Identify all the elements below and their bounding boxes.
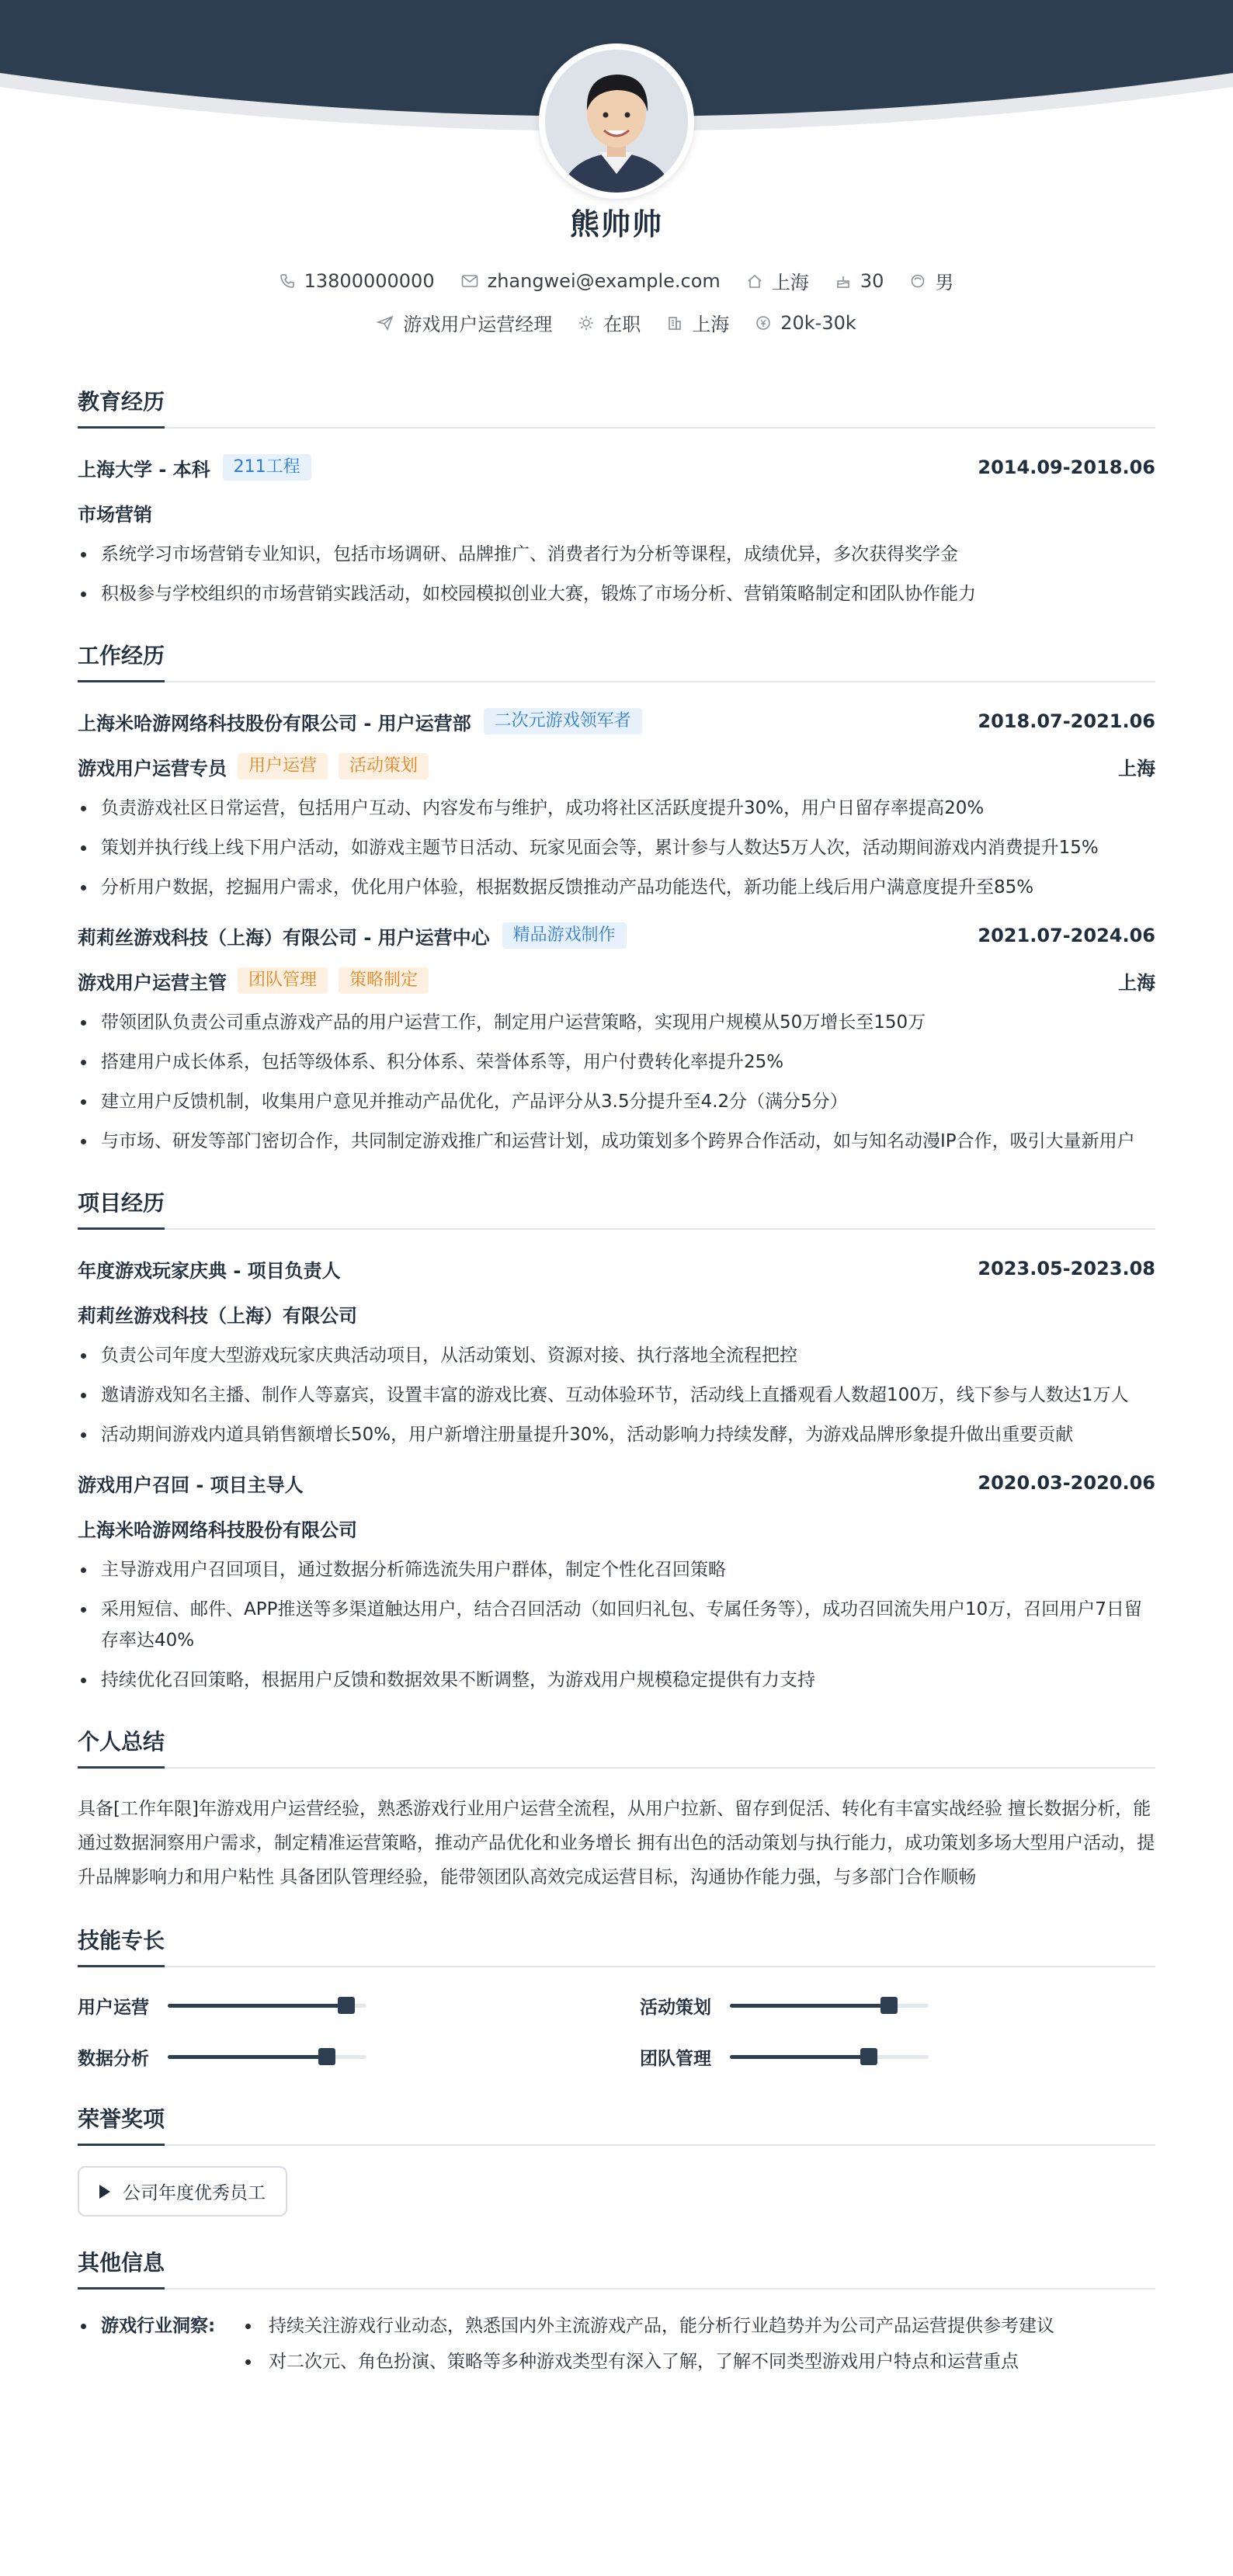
education-entry — [78, 452, 1155, 609]
list-item: 采用短信、邮件、APP推送等多渠道触达用户，结合召回活动（如回归礼包、专属任务等），成功召回流失用户10万，召回用户7日留存率达40% — [78, 1594, 1155, 1656]
skills-section-title: 技能专长 — [78, 1924, 1155, 1967]
avatar-photo — [545, 50, 688, 193]
role-tag: 活动策划 — [339, 753, 429, 779]
school-tag: 211工程 — [223, 454, 311, 481]
summary-section — [78, 1725, 1155, 1894]
award-item — [78, 2166, 287, 2217]
company-tag: 二次元游戏领军者 — [484, 708, 642, 734]
other-label: 游戏行业洞察: — [78, 2308, 241, 2344]
list-item: 积极参与学校组织的市场营销实践活动，如校园模拟创业大赛，锻炼了市场分析、营销策略制定和团队协作能力 — [78, 578, 1155, 609]
home-icon — [747, 273, 762, 289]
list-item: 分析用户数据，挖掘用户需求，优化用户体验，根据数据反馈推动产品功能迭代，新功能上线后用户满意度提升至85% — [78, 872, 1155, 903]
location-info — [747, 267, 809, 294]
list-item: 策划并执行线上线下用户活动，如游戏主题节日活动、玩家见面会等，累计参与人数达5万人次，活动期间游戏内消费提升15% — [78, 832, 1155, 863]
list-item: 邀请游戏知名主播、制作人等嘉宾，设置丰富的游戏比赛、互动体验环节，活动线上直播观看人数超100万，线下参与人数达1万人 — [78, 1380, 1155, 1411]
project-company: 上海米哈游网络科技股份有限公司 — [78, 1519, 357, 1541]
skill-name: 数据分析 — [78, 2048, 149, 2069]
phone-text: 13800000000 — [304, 269, 435, 292]
send-icon — [377, 315, 394, 331]
skill-knob — [860, 2048, 877, 2065]
company-tag: 精品游戏制作 — [502, 922, 627, 949]
list-item: 持续优化召回策略，根据用户反馈和数据效果不断调整，为游戏用户规模稳定提供有力支持 — [78, 1665, 1155, 1696]
role-title: 游戏用户运营主管 — [78, 971, 227, 994]
skill-bar — [168, 2004, 366, 2008]
skill-name: 用户运营 — [78, 1997, 149, 2018]
skill-item — [640, 2040, 1155, 2073]
list-item: 系统学习市场营销专业知识，包括市场调研、品牌推广、消费者行为分析等课程，成绩优异，多次获得奖学金 — [78, 539, 1155, 570]
coin-icon — [755, 315, 771, 331]
skills-section — [78, 1924, 1155, 2073]
project-title: 年度游戏玩家庆典 - 项目负责人 — [78, 1259, 341, 1282]
work-city: 上海 — [1118, 757, 1155, 779]
skill-knob — [318, 2048, 335, 2065]
education-section-title: 教育经历 — [78, 385, 1155, 429]
skill-name: 活动策划 — [640, 1997, 711, 2018]
projects-section-title: 项目经历 — [78, 1186, 1155, 1230]
projects-section — [78, 1186, 1155, 1696]
resume-content — [78, 385, 1155, 2409]
status-info — [578, 309, 641, 336]
work-entry — [78, 706, 1155, 903]
education-section — [78, 385, 1155, 609]
summary-section-title: 个人总结 — [78, 1725, 1155, 1769]
status-text: 在职 — [603, 314, 641, 335]
major-title: 市场营销 — [78, 503, 152, 526]
skill-knob — [338, 1997, 355, 2014]
role-tag: 策略制定 — [339, 967, 429, 994]
skill-knob — [880, 1997, 898, 2014]
education-date: 2014.09-2018.06 — [978, 457, 1155, 478]
skill-fill — [730, 2004, 889, 2008]
gender-info — [910, 267, 953, 294]
project-entry — [78, 1253, 1155, 1450]
project-entry — [78, 1467, 1155, 1696]
skill-item — [640, 1989, 1155, 2022]
company-title: 莉莉丝游戏科技（上海）有限公司 - 用户运营中心 — [78, 926, 490, 949]
target-job-info — [377, 309, 552, 336]
age-text: 30 — [860, 269, 884, 292]
work-entry — [78, 920, 1155, 1157]
role-title: 游戏用户运营专员 — [78, 757, 227, 779]
list-item: 搭建用户成长体系，包括等级体系、积分体系、荣誉体系等，用户付费转化率提升25% — [78, 1047, 1155, 1078]
email-text: zhangwei@example.com — [487, 269, 721, 292]
awards-section-title: 荣誉奖项 — [78, 2102, 1155, 2146]
project-title: 游戏用户召回 - 项目主导人 — [78, 1474, 304, 1496]
awards-section — [78, 2102, 1155, 2217]
target-city-info — [667, 309, 729, 336]
building-icon — [667, 315, 682, 331]
work-city: 上海 — [1118, 971, 1155, 994]
skill-fill — [730, 2055, 869, 2059]
work-section — [78, 639, 1155, 1157]
play-triangle-icon — [99, 2185, 110, 2199]
cake-icon — [835, 273, 851, 289]
skill-bar — [730, 2004, 929, 2008]
list-item: 活动期间游戏内道具销售额增长50%，用户新增注册量提升30%，活动影响力持续发酵，为游戏品牌形象提升做出重要贡献 — [78, 1419, 1155, 1450]
work-section-title: 工作经历 — [78, 639, 1155, 682]
summary-text: 具备[工作年限]年游戏用户运营经验，熟悉游戏行业用户运营全流程，从用户拉新、留存到促活、转化有丰富实战经验 擅长数据分析，能通过数据洞察用户需求，制定精准运营策略，推动产品优化和业务增长 拥有出色的活动策划与执行能力，成功策划多场大型用户活动，提升品牌影响力和用户粘性 具备团队管理经验，能带领团队高效完成运营目标，沟通协作能力强，与多部门合作顺畅 — [78, 1799, 1155, 1887]
salary-info — [755, 312, 856, 334]
list-item: 负责公司年度大型游戏玩家庆典活动项目，从活动策划、资源对接、执行落地全流程把控 — [78, 1340, 1155, 1371]
target-city-text: 上海 — [692, 314, 730, 335]
phone-icon — [280, 273, 295, 289]
location-text: 上海 — [771, 272, 809, 293]
list-item: 带领团队负责公司重点游戏产品的用户运营工作，制定用户运营策略，实现用户规模从50万增长至150万 — [78, 1007, 1155, 1038]
contact-info-row — [0, 267, 1233, 294]
list-item: 建立用户反馈机制，收集用户意见并推动产品优化，产品评分从3.5分提升至4.2分（满分5分） — [78, 1086, 1155, 1117]
role-tag: 用户运营 — [238, 753, 328, 779]
work-date: 2021.07-2024.06 — [978, 925, 1155, 946]
skill-bar — [168, 2055, 366, 2059]
age-info — [835, 270, 884, 292]
list-item: 持续关注游戏行业动态，熟悉国内外主流游戏产品，能分析行业趋势并为公司产品运营提供参考建议 — [241, 2308, 1054, 2344]
school-title: 上海大学 - 本科 — [78, 458, 210, 481]
status-icon — [578, 315, 594, 331]
avatar — [539, 43, 694, 199]
other-section — [78, 2246, 1155, 2380]
company-title: 上海米哈游网络科技股份有限公司 - 用户运营部 — [78, 712, 471, 734]
skill-bar — [730, 2055, 929, 2059]
email-info — [461, 270, 721, 292]
project-company: 莉莉丝游戏科技（上海）有限公司 — [78, 1304, 357, 1327]
candidate-name: 熊帅帅 — [569, 207, 663, 241]
list-item: 对二次元、角色扮演、策略等多种游戏类型有深入了解，了解不同类型游戏用户特点和运营重点 — [241, 2344, 1054, 2380]
award-text: 公司年度优秀员工 — [123, 2183, 266, 2203]
salary-text: 20k-30k — [780, 311, 856, 334]
list-item: 主导游戏用户召回项目，通过数据分析筛选流失用户群体，制定个性化召回策略 — [78, 1554, 1155, 1585]
gender-text: 男 — [935, 272, 954, 293]
role-tag: 团队管理 — [238, 967, 328, 994]
gender-icon — [910, 273, 926, 289]
job-intent-row — [0, 309, 1233, 336]
other-section-title: 其他信息 — [78, 2246, 1155, 2290]
list-item: 与市场、研发等部门密切合作，共同制定游戏推广和运营计划，成功策划多个跨界合作活动，如与知名动漫IP合作，吸引大量新用户 — [78, 1126, 1155, 1157]
project-date: 2023.05-2023.08 — [978, 1258, 1155, 1279]
work-date: 2018.07-2021.06 — [978, 710, 1155, 732]
list-item: 负责游戏社区日常运营，包括用户互动、内容发布与维护，成功将社区活跃度提升30%，用户日留存率提高20% — [78, 793, 1155, 824]
skill-fill — [168, 2055, 327, 2059]
skill-fill — [168, 2004, 346, 2008]
skill-name: 团队管理 — [640, 2048, 711, 2069]
mail-icon — [461, 274, 478, 288]
skill-item — [78, 1989, 593, 2022]
project-date: 2020.03-2020.06 — [978, 1472, 1155, 1494]
skill-item — [78, 2040, 593, 2073]
target-job-text: 游戏用户运营经理 — [403, 314, 553, 335]
phone-info — [280, 270, 435, 292]
